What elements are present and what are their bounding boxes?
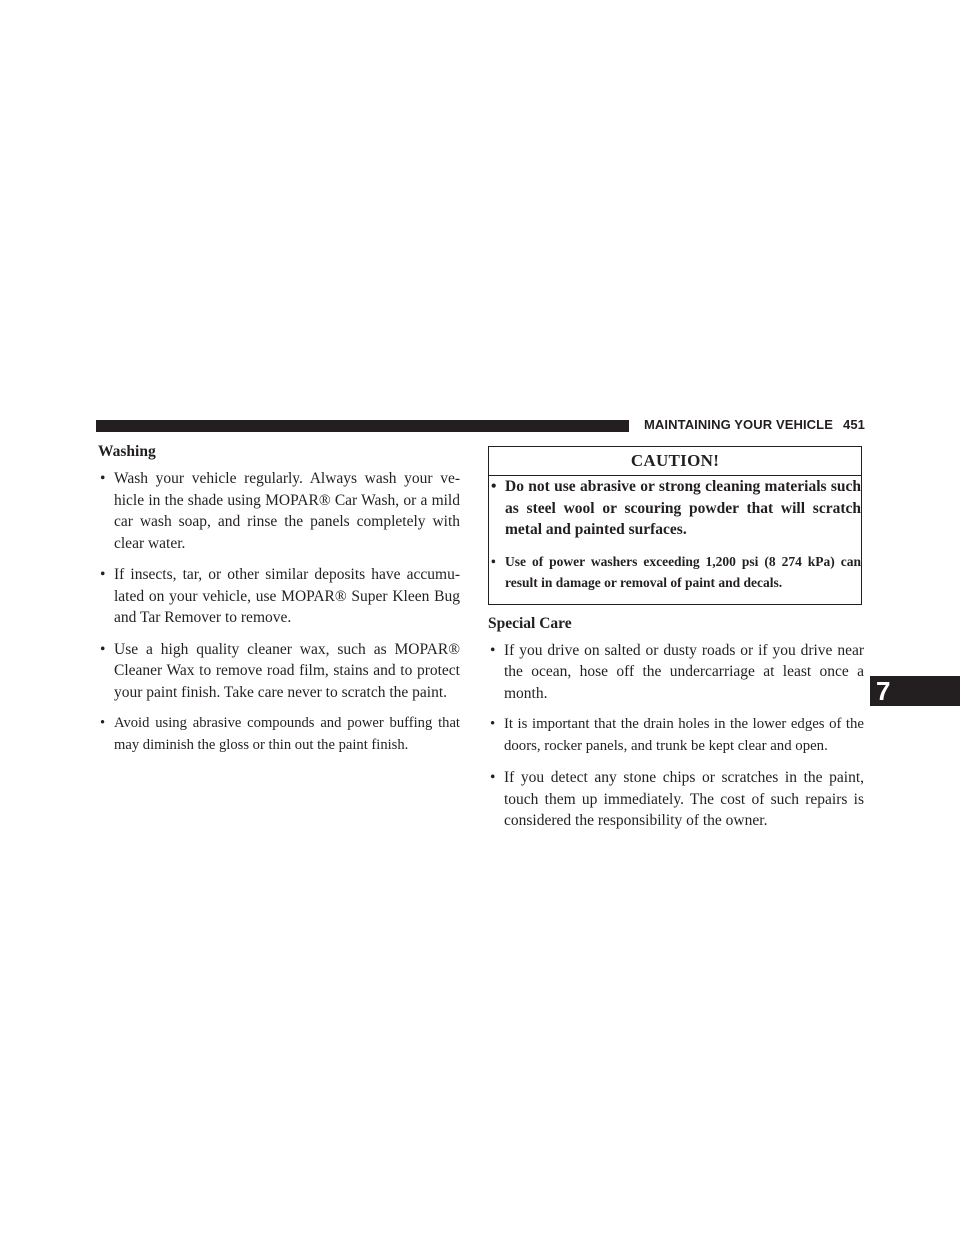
header-section-title: MAINTAINING YOUR VEHICLE xyxy=(644,417,833,432)
bullet-icon: • xyxy=(100,566,106,583)
bullet-icon: • xyxy=(490,641,496,659)
list-item-text: Avoid using abrasive compounds and power buffing that may diminish the gloss or thin out the paint finish. xyxy=(114,715,460,753)
list-item-text: Use of power washers exceeding 1,200 psi (8 274 kPa) can result in damage or removal of paint and decals. xyxy=(505,553,861,590)
left-column xyxy=(98,443,460,766)
special-care-section xyxy=(488,615,864,832)
list-item xyxy=(98,713,460,756)
list-item xyxy=(488,640,864,705)
bullet-icon: • xyxy=(490,769,496,786)
list-item xyxy=(488,767,864,832)
bullet-icon: • xyxy=(100,470,106,487)
header-rule xyxy=(96,420,629,432)
caution-title: CAUTION! xyxy=(489,447,861,476)
list-item xyxy=(488,714,864,757)
list-item-text: Do not use abrasive or strong cleaning materials such as steel wool or scouring powder that will scratch metal and painted surfaces. xyxy=(505,478,861,538)
special-care-list xyxy=(488,640,864,832)
list-item xyxy=(489,551,861,594)
list-item-text: Wash your vehicle regularly. Always wash your ve-hicle in the shade using MOPAR® Car Wash, or a mild car wash soap, and rinse the panels completely with clear water. xyxy=(114,470,460,552)
bullet-icon: • xyxy=(100,715,106,731)
bullet-icon: • xyxy=(491,478,497,495)
caution-list xyxy=(489,476,861,594)
bullet-icon: • xyxy=(100,640,106,658)
list-item xyxy=(98,564,460,629)
caution-box xyxy=(488,446,862,605)
bullet-icon: • xyxy=(490,716,496,732)
bullet-icon: • xyxy=(491,553,496,569)
chapter-number: 7 xyxy=(876,676,891,706)
list-item xyxy=(98,639,460,704)
special-care-heading: Special Care xyxy=(488,614,572,632)
running-header xyxy=(644,417,865,432)
list-item xyxy=(489,476,861,541)
washing-heading: Washing xyxy=(98,443,156,460)
list-item-text: It is important that the drain holes in the lower edges of the doors, rocker panels, and trunk be kept clear and open. xyxy=(504,716,864,754)
list-item-text: If you detect any stone chips or scratches in the paint, touch them up immediately. The cost of such repairs is considered the responsibility of the owner. xyxy=(504,769,864,829)
page-number: 451 xyxy=(842,417,865,432)
right-column xyxy=(488,446,864,842)
list-item-text: If you drive on salted or dusty roads or if you drive near the ocean, hose off the undercarriage at least once a month. xyxy=(504,641,864,702)
list-item-text: If insects, tar, or other similar deposits have accumu-lated on your vehicle, use MOPAR® Super Kleen Bug and Tar Remover to remove. xyxy=(114,566,460,626)
chapter-tab xyxy=(870,676,960,706)
list-item-text: Use a high quality cleaner wax, such as MOPAR® Cleaner Wax to remove road film, stains and to protect your paint finish. Take care never to scratch the paint. xyxy=(114,640,460,701)
list-item xyxy=(98,468,460,554)
washing-list xyxy=(98,468,460,756)
